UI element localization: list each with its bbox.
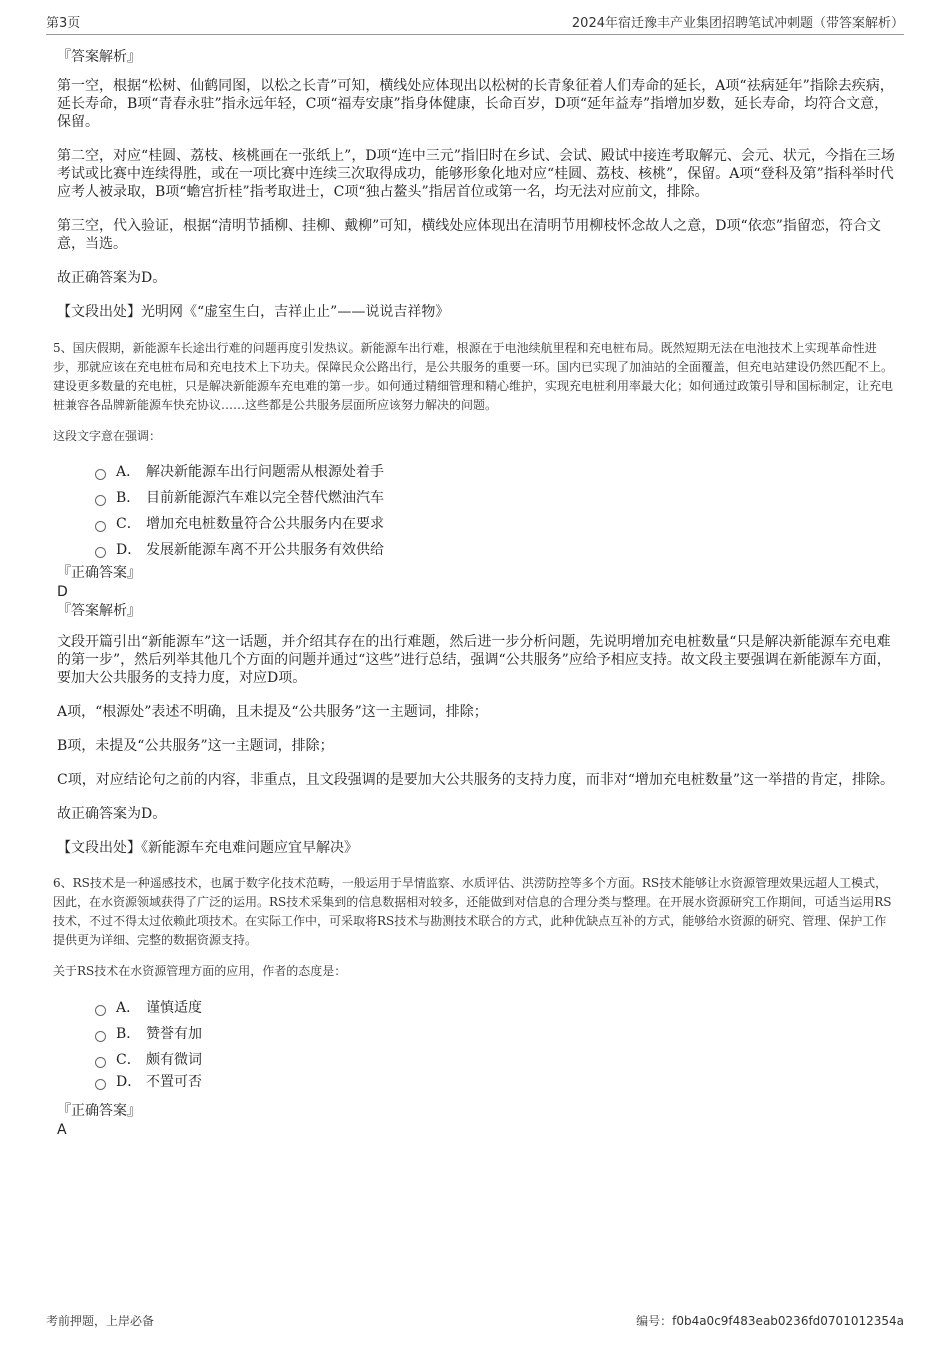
page-header	[46, 12, 904, 35]
q5-analysis-p2: A项，“根源处”表述不明确，且未提及“公共服务”这一主题词，排除；	[57, 704, 488, 720]
q6-answer: A	[57, 1122, 67, 1138]
q5-options	[57, 458, 895, 562]
option-letter: A．	[116, 1000, 141, 1016]
option-letter: D．	[116, 1074, 142, 1090]
q5-conclusion: 故正确答案为D。	[57, 806, 167, 822]
radio-icon[interactable]	[95, 547, 106, 558]
q4-analysis-p1: 第一空，根据“松树、仙鹤同图，以松之长青”可知，横线处应体现出以松树的长青象征着人们寿命的延长，A项“祛病延年”指除去疾病，延长寿命，B项“青春永驻”指永远年轻，C项“福寿安康”指身体健康，长命百岁，D项“延年益寿”指增加岁数，延长寿命，均符合文意，保留。	[57, 78, 894, 130]
option-text: 解决新能源车出行问题需从根源处着手	[146, 464, 384, 480]
q5-option-b[interactable]	[95, 484, 895, 510]
q6-option-d[interactable]	[95, 1072, 895, 1090]
q4-analysis-p3: 第三空，代入验证，根据“清明节插柳、挂柳、戴柳”可知，横线处应体现出在清明节用柳枝怀念故人之意，D项“依恋”指留恋，符合文意，当选。	[57, 218, 881, 252]
page-number: 第3页	[46, 16, 81, 31]
q5-answer-label: 『正确答案』	[57, 565, 141, 581]
option-text: 增加充电桩数量符合公共服务内在要求	[146, 516, 384, 532]
q6-text: 6、RS技术是一种遥感技术，也属于数字化技术范畴，一般运用于旱情监察、水质评估、洪涝防控等多个方面。RS技术能够让水资源管理效果远超人工模式，因此，在水资源领域获得了广泛的运用。RS技术采集到的信息数据相对较多，还能做到对信息的合理分类与整理。在开展水资源研究工作期间，可适当运用RS技术，不过不得太过依赖此项技术。在实际工作中，可采取将RS技术与勘测技术联合的方式，此种优缺点互补的方式，能够给水资源的研究、管理、保护工作提供更为详细、完整的数据资源支持。	[53, 876, 892, 947]
option-text: 目前新能源汽车难以完全替代燃油汽车	[146, 490, 384, 506]
q6-option-a[interactable]	[95, 994, 895, 1020]
option-text: 发展新能源车离不开公共服务有效供给	[146, 542, 384, 558]
option-text: 不置可否	[146, 1074, 202, 1090]
radio-icon[interactable]	[95, 495, 106, 506]
q4-analysis-p2: 第二空，对应“桂圆、荔枝、核桃画在一张纸上”，D项“连中三元”指旧时在乡试、会试、殿试中接连考取解元、会元、状元，今指在三场考试或比赛中连续得胜，或在一项比赛中连续三次取得成功，能够形象化地对应“桂圆、荔枝、核桃”，保留。A项“登科及第”指科举时代应考人被录取，B项“蟾宫折桂”指考取进士，C项“独占鳌头”指居首位或第一名，均无法对应前文，排除。	[57, 148, 895, 200]
q5-analysis-p1: 文段开篇引出“新能源车”这一话题，并介绍其存在的出行难题，然后进一步分析问题，先说明增加充电桩数量“只是解决新能源车充电难的第一步”，然后列举其他几个方面的问题并通过“这些”进行总结，强调“公共服务”应给予相应支持。故文段主要强调在新能源车方面，要加大公共服务的支持力度，对应D项。	[57, 634, 891, 686]
q6-option-b[interactable]	[95, 1020, 895, 1046]
q6-option-c[interactable]	[95, 1046, 895, 1072]
q5-analysis-p4: C项，对应结论句之前的内容，非重点，且文段强调的是要加大公共服务的支持力度，而非对“增加充电桩数量”这一举措的肯定，排除。	[57, 772, 895, 788]
q5-answer: D	[57, 584, 68, 600]
footer-serial: 编号：f0b4a0c9f483eab0236fd0701012354a	[636, 1314, 904, 1328]
q5-option-d[interactable]	[95, 536, 895, 562]
page-footer	[46, 1312, 904, 1329]
option-letter: B．	[116, 490, 141, 506]
option-letter: C．	[116, 1052, 141, 1068]
option-text: 谨慎适度	[146, 1000, 202, 1016]
option-letter: D．	[116, 542, 142, 558]
option-letter: C．	[116, 516, 141, 532]
option-letter: B．	[116, 1026, 141, 1042]
q5-option-a[interactable]	[95, 458, 895, 484]
q6-answer-label: 『正确答案』	[57, 1103, 141, 1119]
q5-prompt: 这段文字意在强调：	[53, 429, 162, 443]
option-text: 颇有微词	[146, 1052, 202, 1068]
q5-analysis-label: 『答案解析』	[57, 603, 141, 619]
radio-icon[interactable]	[95, 1031, 106, 1042]
q5-text: 5、国庆假期，新能源车长途出行难的问题再度引发热议。新能源车出行难，根源在于电池续航里程和充电桩布局。既然短期无法在电池技术上实现革命性进步，那就应该在充电桩布局和充电技术上下功夫。保障民众公路出行，是公共服务的重要一环。国内已实现了加油站的全面覆盖，但充电站建设仍然匹配不上。建设更多数量的充电桩，只是解决新能源车充电难的第一步。如何通过精细管理和精心维护，实现充电桩利用率最大化；如何通过政策引导和国标制定，让充电桩兼容各品牌新能源车快充协议……这些都是公共服务层面所应该努力解决的问题。	[53, 341, 894, 412]
option-text: 赞誉有加	[146, 1026, 202, 1042]
q5-source: 【文段出处】《新能源车充电难问题应宜早解决》	[57, 840, 358, 856]
q4-analysis-label: 『答案解析』	[57, 49, 141, 65]
radio-icon[interactable]	[95, 1079, 106, 1090]
q4-source: 【文段出处】光明网《“虚室生白，吉祥止止”——说说吉祥物》	[57, 304, 450, 320]
document-title: 2024年宿迁豫丰产业集团招聘笔试冲刺题（带答案解析）	[571, 16, 904, 31]
radio-icon[interactable]	[95, 521, 106, 532]
option-letter: A．	[116, 464, 141, 480]
radio-icon[interactable]	[95, 1057, 106, 1068]
q5-analysis-p3: B项，未提及“公共服务”这一主题词，排除；	[57, 738, 334, 754]
q6-options	[57, 994, 895, 1090]
q4-conclusion: 故正确答案为D。	[57, 270, 167, 286]
radio-icon[interactable]	[95, 469, 106, 480]
q6-prompt: 关于RS技术在水资源管理方面的应用，作者的态度是：	[53, 964, 347, 978]
footer-slogan: 考前押题，上岸必备	[46, 1314, 155, 1328]
q5-option-c[interactable]	[95, 510, 895, 536]
page-content	[53, 48, 895, 1139]
radio-icon[interactable]	[95, 1005, 106, 1016]
